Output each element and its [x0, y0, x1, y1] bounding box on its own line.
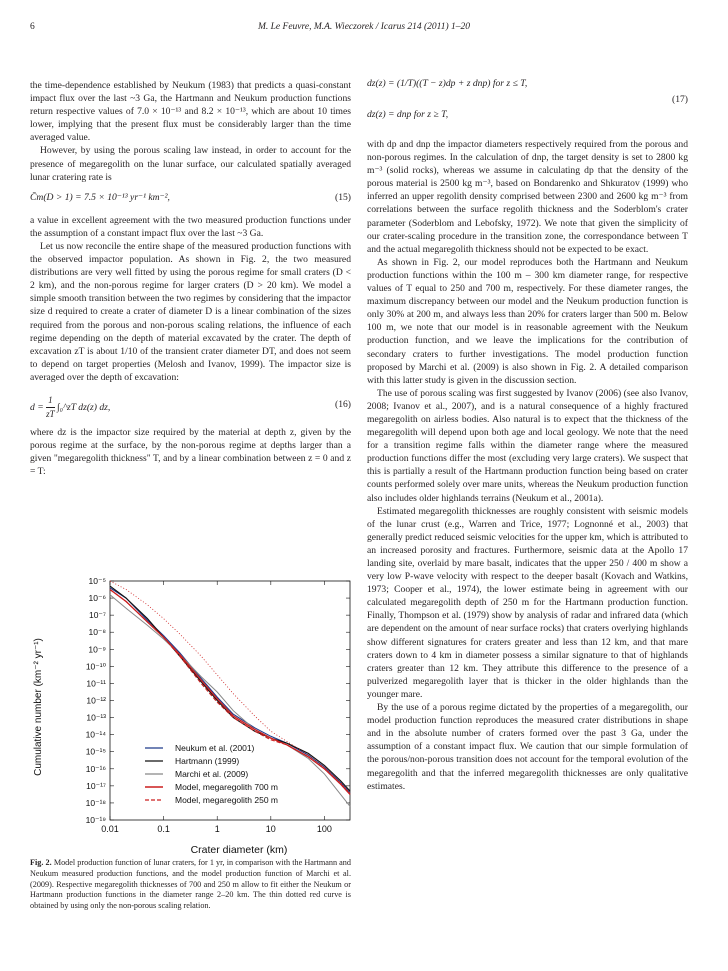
equation-16-fraction [46, 394, 55, 421]
right-paragraph-2: As shown in Fig. 2, our model reproduces both the Hartmann and Neukum production functions within the 100 m – 300 km diameter range, for respective values of T equal to 250 and 700 m, respectively. For these diameter ranges, the maximum discrepancy between our model and the Neukum production function is only 30% at 200 m, and always less than 20% for craters larger than 500 m. Below 100 m, we note that our model is in reasonable agreement with the Neukum production function, and we leave the implications for the contribution of secondary craters to further investigations. The model production function proposed by Marchi et al. (2009) is also shown in Fig. 2. A detailed comparison with this latter study is given in the discussion section. [367, 256, 688, 386]
left-paragraph-4: Let us now reconcile the entire shape of the measured production functions with the observed impactor population. As shown in Fig. 2, the two measured distributions are very well fitted by using the porous regime for small craters (D < 2 km), and the non-porous regime for larger craters (D > 20 km). We model a simple smooth transition between the two regimes by considering that the impactor size d required to create a crater of diameter D is a linear combination of the sizes required from the porous and non-porous scaling relations, the influence of each regime depending on the depth of material excavated by the crater. The depth of excavation zT is about 1/10 of the transient crater diameter DT, and does not seem to depend on target properties (Melosh and Ivanov, 1999). The impactor size is averaged over the depth of excavation: [30, 240, 351, 383]
caption-label: Fig. 2. [30, 858, 52, 867]
y-tick-label: 10⁻¹⁰ [85, 661, 106, 672]
production-function-chart [30, 555, 351, 855]
y-tick-label: 10⁻¹⁸ [85, 797, 106, 808]
equation-16-numerator: 1 [46, 394, 55, 408]
x-tick-label: 1 [214, 824, 220, 834]
y-tick-label: 10⁻⁵ [88, 576, 106, 586]
y-tick-label: 10⁻⁷ [88, 610, 106, 621]
equation-16 [30, 388, 351, 422]
page-number: 6 [30, 22, 35, 32]
right-paragraph-1: with dp and dnp the impactor diameters respectively required from the porous and non-porous regimes. In the calculation of dnp, the target density is set to 2800 kg m⁻³ (solid rocks), whereas we assume in calculating dp that the density of the porous material is 2500 kg m⁻³, based on Bondarenko and Shkuratov (1999) who inferred an upper regolith density comprised between 2300 and 2600 kg m⁻³ from correlations between the surface regolith thickness and the Soderblom's crater parameter (Soderblom and Lebofsky, 1972). We note that given the simplicity of our crater-scaling procedure in the transition zone, the correspondance between T and the actual megaregolith thickness should not be expected to be exact. [367, 139, 688, 255]
x-tick-label: 100 [316, 824, 332, 834]
x-tick-label: 0.1 [157, 824, 170, 834]
equation-15-number: (15) [335, 191, 351, 203]
equation-16-body [30, 394, 110, 421]
equation-17-number: (17) [672, 94, 688, 105]
left-paragraph-2: However, by using the porous scaling law instead, in order to account for the presence of megaregolith on the lunar surface, our calculated spatially averaged lunar cratering rate is [30, 145, 351, 183]
y-tick-label: 10⁻¹⁴ [85, 729, 106, 740]
equation-16-rhs: ∫₀^zT dz(z) dz, [57, 401, 111, 413]
figure-2 [30, 555, 351, 855]
caption-text: Model production function of lunar craters, for 1 yr, in comparison with the Hartmann and Neukum measured production functions, and the model production function of Marchi et al. (2009). Respective megaregolith thicknesses of 700 and 250 m allow to fit either the Neukum or Hartmann production functions in the diameter range 2–20 km. The thin dotted red curve is obtained by using only the non-porous scaling relation. [30, 858, 351, 911]
y-tick-label: 10⁻¹⁵ [85, 746, 106, 757]
left-paragraph-5: where dz is the impactor size required by the material at depth z, given by the porous regime at the surface, by the non-porous regime at depths larger than a given "megaregolith thickness" T, and by a linear combination between z = 0 and z = T: [30, 426, 351, 478]
y-tick-label: 10⁻¹² [86, 695, 106, 706]
equation-17-line-1: dz(z) = (1/T)((T − z)dp + z dnp) for z ≤ T, [367, 78, 528, 89]
left-column [30, 79, 351, 478]
equation-16-number: (16) [335, 398, 351, 410]
equation-17 [367, 76, 688, 128]
equation-16-denominator: zT [46, 409, 55, 420]
legend-label: Neukum et al. (2001) [175, 743, 255, 753]
left-paragraph-1: the time-dependence established by Neukum (1983) that predicts a quasi-constant impact flux over the last ~3 Ga, the Hartmann and Neukum production functions return respective values of 7.0 × 10⁻¹³ and 8.2 × 10⁻¹³, which are about 10 times lower, implying that the present flux must be considerably larger than the time averaged value. [30, 80, 351, 144]
legend-label: Marchi et al. (2009) [175, 769, 249, 779]
page-header [30, 22, 698, 36]
left-paragraph-3: a value in excellent agreement with the two measured production functions under the assumption of a constant impact flux over the last ~3 Ga. [30, 214, 351, 239]
legend-label: Hartmann (1999) [175, 756, 240, 766]
figure-caption [30, 858, 351, 912]
y-tick-label: 10⁻⁸ [88, 627, 106, 638]
equation-15-body: C̄m(D > 1) = 7.5 × 10⁻¹³ yr⁻¹ km⁻², [30, 191, 170, 203]
legend-label: Model, megaregolith 250 m [175, 795, 279, 805]
right-paragraph-5: By the use of a porous regime dictated by the properties of a megaregolith, our model production function reproduces the measured crater distributions in shape and in the absolute number of craters formed over the past 3 Ga, under the assumption of a constant impact flux. We caution that our simple formulation of the porous/non-porous transition does not account for the temporal evolution of the megaregolith and that the inferred megaregolith thicknesses are only qualitative estimates. [367, 702, 688, 792]
y-tick-label: 10⁻⁹ [88, 644, 106, 655]
right-paragraph-3: The use of porous scaling was first suggested by Ivanov (2006) (see also Ivanov, 2008; Ivanov et al., 2007), and is a natural consequence of a highly fractured megaregolith on airless bodies. Also natural is to expect that the thickness of the megaregolith will depend upon both age and local geology. We note that the need for a transition regime falls within the diameter range where the measured production functions differ the most (excluding very large craters). We suspect that this is partially a result of the Hartmann production function being based on crater counts performed solely over mare units, whereas the Neukum production function also includes older highlands terrains (Neukum et al., 2001a). [367, 387, 688, 504]
x-axis-label: Crater diameter (km) [190, 844, 288, 855]
running-title: M. Le Feuvre, M.A. Wieczorek / Icarus 214 (2011) 1–20 [257, 22, 471, 32]
right-column [367, 138, 688, 793]
y-tick-label: 10⁻¹⁷ [86, 780, 106, 791]
y-tick-label: 10⁻¹³ [86, 712, 106, 723]
legend-label: Model, megaregolith 700 m [175, 782, 279, 792]
equation-16-lhs: d = [30, 401, 44, 413]
x-tick-label: 10 [265, 824, 276, 834]
right-paragraph-4: Estimated megaregolith thicknesses are roughly consistent with seismic models of the lunar crust (e.g., Warren and Trice, 1977; Lognonné et al., 2003) that generally predict reduced seismic velocities for the upper km, which is attributed to an increased porosity and fractures. Furthermore, seismic data at the Apollo 17 landing site, overlaid by mare basalt, indicates that the upper 250 / 400 m show a very low P-wave velocity with respect to the deeper basalt (Kovach and Watkins, 1973; Cooper et al., 1974), the lower estimate being in agreement with our calculated megaregolith depth of 250 m for the Hartmann production function. Finally, Thompson et al. (1979) show by analysis of radar and infrared data (which are dependent on the amount of near surface rocks) that craters overlying highlands show different signatures for craters greater and less than 12 km, and that mare craters down to 4 km in diameter possess a similar signature to that of highlands craters greater than 12 km. They attribute this difference to the presence of a pulverized megaregolith layer that is thicker in the older highlands than the younger mare. [367, 505, 688, 700]
y-tick-label: 10⁻¹¹ [86, 678, 106, 689]
equation-17-line-2: dz(z) = dnp for z ≥ T, [367, 109, 449, 120]
y-tick-label: 10⁻⁶ [88, 593, 106, 604]
equation-15 [30, 188, 351, 210]
y-tick-label: 10⁻¹⁹ [85, 815, 106, 825]
y-tick-label: 10⁻¹⁶ [85, 763, 106, 774]
y-axis-label: Cumulative number (km⁻² yr⁻¹) [33, 638, 44, 776]
x-tick-label: 0.01 [101, 824, 119, 834]
